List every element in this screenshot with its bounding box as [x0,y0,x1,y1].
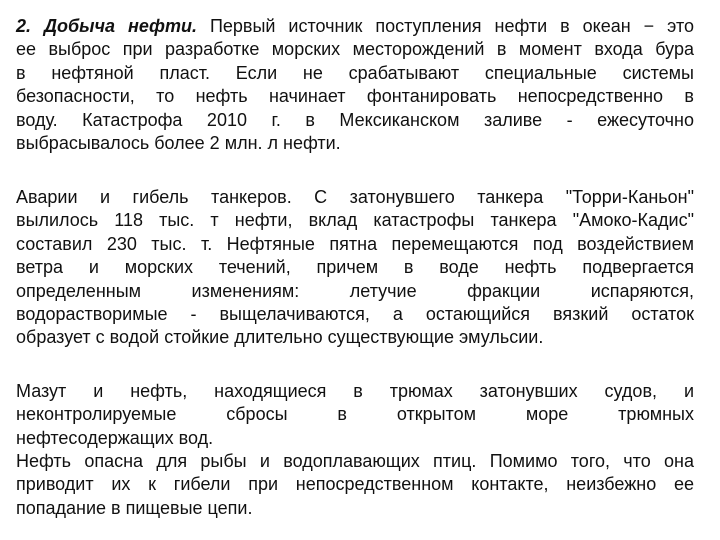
text-line: неконтролируемые сбросы в открытом море трюмных [16,404,694,425]
paragraph-fuel-oil-discharges [16,380,694,450]
text-line: воду. Катастрофа 2010 г. в Мексиканском заливе - ежесуточно [16,109,694,130]
text-line [16,15,694,38]
text-line: Мазут и нефть, находящиеся в трюмах затонувших судов, и [16,381,694,401]
paragraph-tanker-accidents [16,186,694,350]
text-line: приводит их к гибели при непосредственном контакте, неизбежно ее [16,474,694,495]
paragraph-danger-to-wildlife [16,450,694,520]
text-line: определенным изменениям: летучие фракции испаряются, [16,280,694,301]
text-line: Аварии и гибель танкеров. С затонувшего танкера "Торри-Каньон" [16,187,694,207]
text-line: в нефтяной пласт. Если не срабатывают специальные системы [16,62,694,83]
paragraph-oil-extraction [16,15,694,155]
text-line: нефтесодержащих вод. [16,427,214,448]
text-line: безопасности, то нефть начинает фонтанировать непосредственно в [16,86,694,107]
text-line: ее выброс при разработке морских месторождений в момент входа бура [16,39,694,60]
text-line: составил 230 тыс. т. Нефтяные пятна перемещаются под воздействием [16,233,694,254]
text-line: ветра и морских течений, причем в воде нефть подвергается [16,257,694,278]
text-line: образует с водой стойкие длительно существующие эмульсии. [16,327,544,348]
text-line: вылилось 118 тыс. т нефти, вклад катастрофы танкера "Амоко-Кадис" [16,210,694,231]
text-line: попадание в пищевые цепи. [16,497,253,518]
text-line: водорастворимые - выщелачиваются, а остающийся вязкий остаток [16,303,694,324]
section-heading: 2. Добыча нефти. [16,16,197,36]
text-line-fragment: Первый источник поступления нефти в океан − это [196,16,694,36]
text-line: Нефть опасна для рыбы и водоплавающих птиц. Помимо того, что она [16,451,694,471]
text-line: выбрасывалось более 2 млн. л нефти. [16,132,341,153]
